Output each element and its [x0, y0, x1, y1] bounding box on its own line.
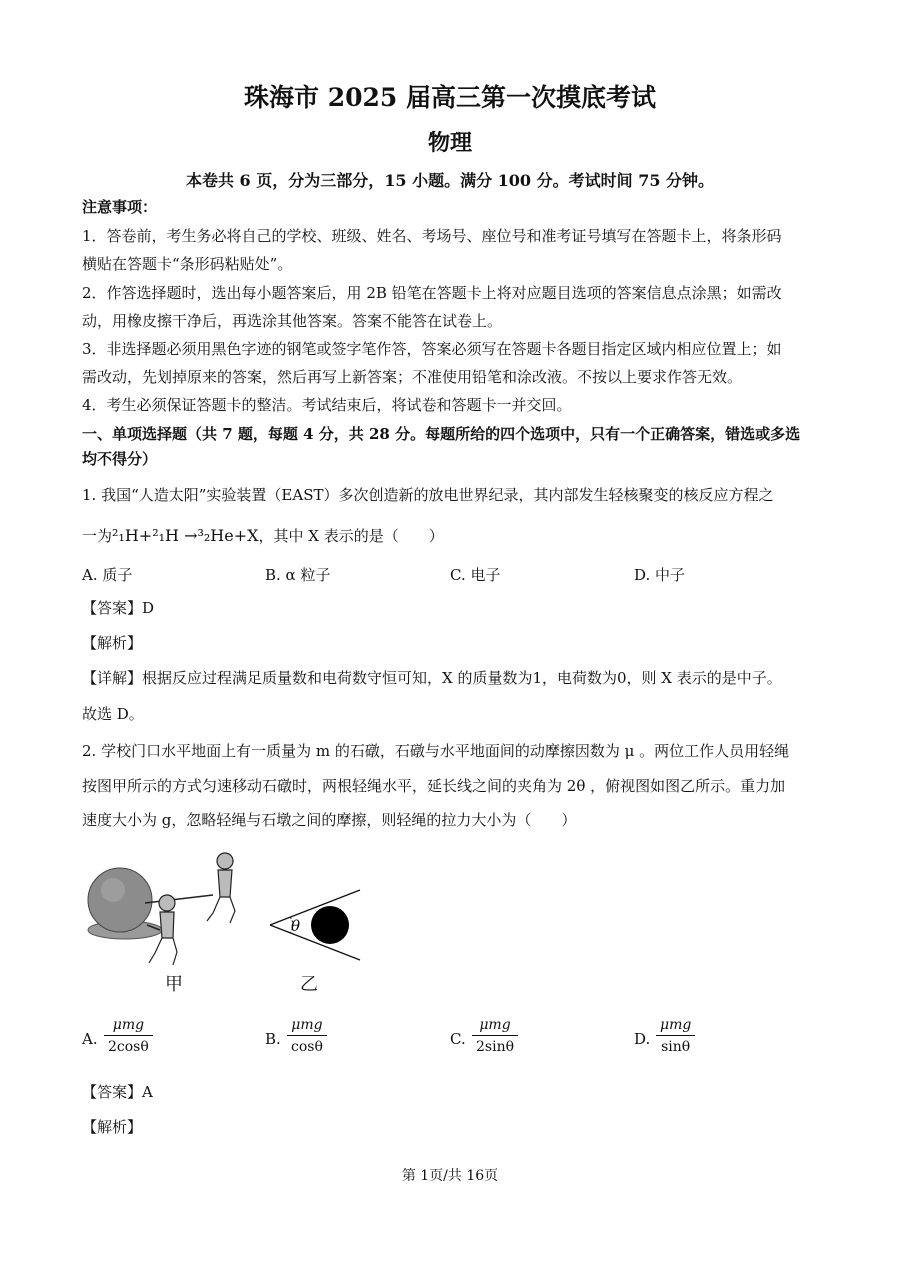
q1-stem-line-1: 1. 我国“人造太阳”实验装置（EAST）多次创造新的放电世界纪录，其内部发生轻核聚变的核反应方程之 [82, 486, 774, 504]
section-1-line-1: 一、单项选择题（共 7 题，每题 4 分，共 28 分。每题所给的四个选项中，只有一个正确答案，错选或多选 [82, 425, 801, 443]
section-1-line-2: 均不得分） [82, 450, 158, 468]
note-3-line-1: 3．非选择题必须用黑色字迹的钢笔或签字笔作答，答案必须写在答题卡各题目指定区域内相应位置上；如 [82, 340, 782, 358]
q2-stem-line-2: 按图甲所示的方式匀速移动石礅时，两根轻绳水平，延长线之间的夹角为 2θ ，俯视图如图乙所示。重力加 [82, 777, 786, 795]
q2-option-d-fraction [656, 1017, 695, 1055]
note-1-line-2: 横贴在答题卡“条形码粘贴处”。 [82, 255, 293, 273]
rope-upper [145, 895, 213, 903]
q1-stem-prefix: 一为 [82, 527, 113, 545]
q1-detail-line-1: 【详解】根据反应过程满足质量数和电荷数守恒可知，X 的质量数为1，电荷数为0，则 X 表示的是中子。 [82, 669, 782, 687]
q2-option-b-numerator: μmg [291, 1017, 323, 1033]
q2-option-d-letter: D. [634, 1030, 651, 1048]
q2-option-b-letter: B. [265, 1030, 281, 1048]
stone-top-view [311, 906, 349, 944]
q1-option-c: C. 电子 [450, 566, 501, 584]
q1-answer: 【答案】D [82, 599, 155, 617]
figure-yi-label: 乙 [300, 974, 318, 995]
q1-analysis-label: 【解析】 [82, 634, 143, 652]
q1-option-a: A. 质子 [82, 566, 133, 584]
q1-stem-suffix: ，其中 X 表示的是（ ） [258, 527, 444, 545]
subject-title: 物理 [427, 130, 472, 156]
note-2-line-1: 2．作答选择题时，选出每小题答案后，用 2B 铅笔在答题卡上将对应题目选项的答案信息点涂黑；如需改 [82, 284, 782, 302]
q1-option-b: B. α 粒子 [265, 566, 331, 584]
stone-ball [88, 868, 152, 932]
q2-option-d-denominator: sinθ [656, 1035, 695, 1055]
q2-option-c-fraction [472, 1017, 518, 1055]
exam-info: 本卷共 6 页，分为三部分，15 小题。满分 100 分。考试时间 75 分钟。 [185, 171, 715, 190]
exam-title: 珠海市 2025 届高三第一次摸底考试 [244, 83, 656, 112]
q1-detail-line-2: 故选 D。 [82, 705, 144, 723]
figure-jia [85, 845, 250, 970]
q1-equation: ²₁H+²₁H →³₂He+X [112, 526, 259, 545]
note-4: 4．考生必须保证答题卡的整洁。考试结束后，将试卷和答题卡一并交回。 [82, 396, 572, 414]
q2-answer: 【答案】A [82, 1083, 153, 1101]
q1-stem-line-2 [82, 526, 444, 546]
q2-option-a-numerator: μmg [112, 1017, 145, 1033]
q2-option-c-denominator: 2sinθ [472, 1035, 518, 1055]
q2-option-a-fraction [104, 1017, 153, 1055]
figure-jia-label: 甲 [165, 974, 183, 995]
q2-option-c-numerator: μmg [479, 1017, 511, 1033]
q2-stem-line-1: 2. 学校门口水平地面上有一质量为 m 的石礅，石礅与水平地面间的动摩擦因数为 μ 。两位工作人员用轻绳 [82, 742, 790, 760]
notes-heading: 注意事项： [82, 198, 158, 216]
q2-option-b-fraction [287, 1017, 327, 1055]
note-1-line-1: 1．答卷前，考生务必将自己的学校、班级、姓名、考场号、座位号和准考证号填写在答题卡上，将条形码 [82, 227, 782, 245]
page-footer: 第 1页/共 16页 [401, 1168, 499, 1184]
note-3-line-2: 需改动，先划掉原来的答案，然后再写上新答案；不准使用铅笔和涂改液。不按以上要求作答无效。 [82, 368, 743, 386]
note-2-line-2: 动，用橡皮擦干净后，再选涂其他答案。答案不能答在试卷上。 [82, 312, 503, 330]
q1-option-d: D. 中子 [634, 566, 686, 584]
q2-option-c-letter: C. [450, 1030, 466, 1048]
figure-yi [265, 885, 365, 965]
worker-upper [207, 853, 235, 923]
q2-option-a-letter: A. [82, 1030, 98, 1048]
q2-option-b-denominator: cosθ [287, 1035, 327, 1055]
q2-stem-line-3: 速度大小为 g，忽略轻绳与石墩之间的摩擦，则轻绳的拉力大小为（ ） [82, 811, 577, 829]
theta-label: θ [291, 917, 301, 935]
q2-option-a-denominator: 2cosθ [104, 1035, 153, 1055]
q2-option-d-numerator: μmg [660, 1017, 692, 1033]
q2-analysis-label: 【解析】 [82, 1118, 143, 1136]
